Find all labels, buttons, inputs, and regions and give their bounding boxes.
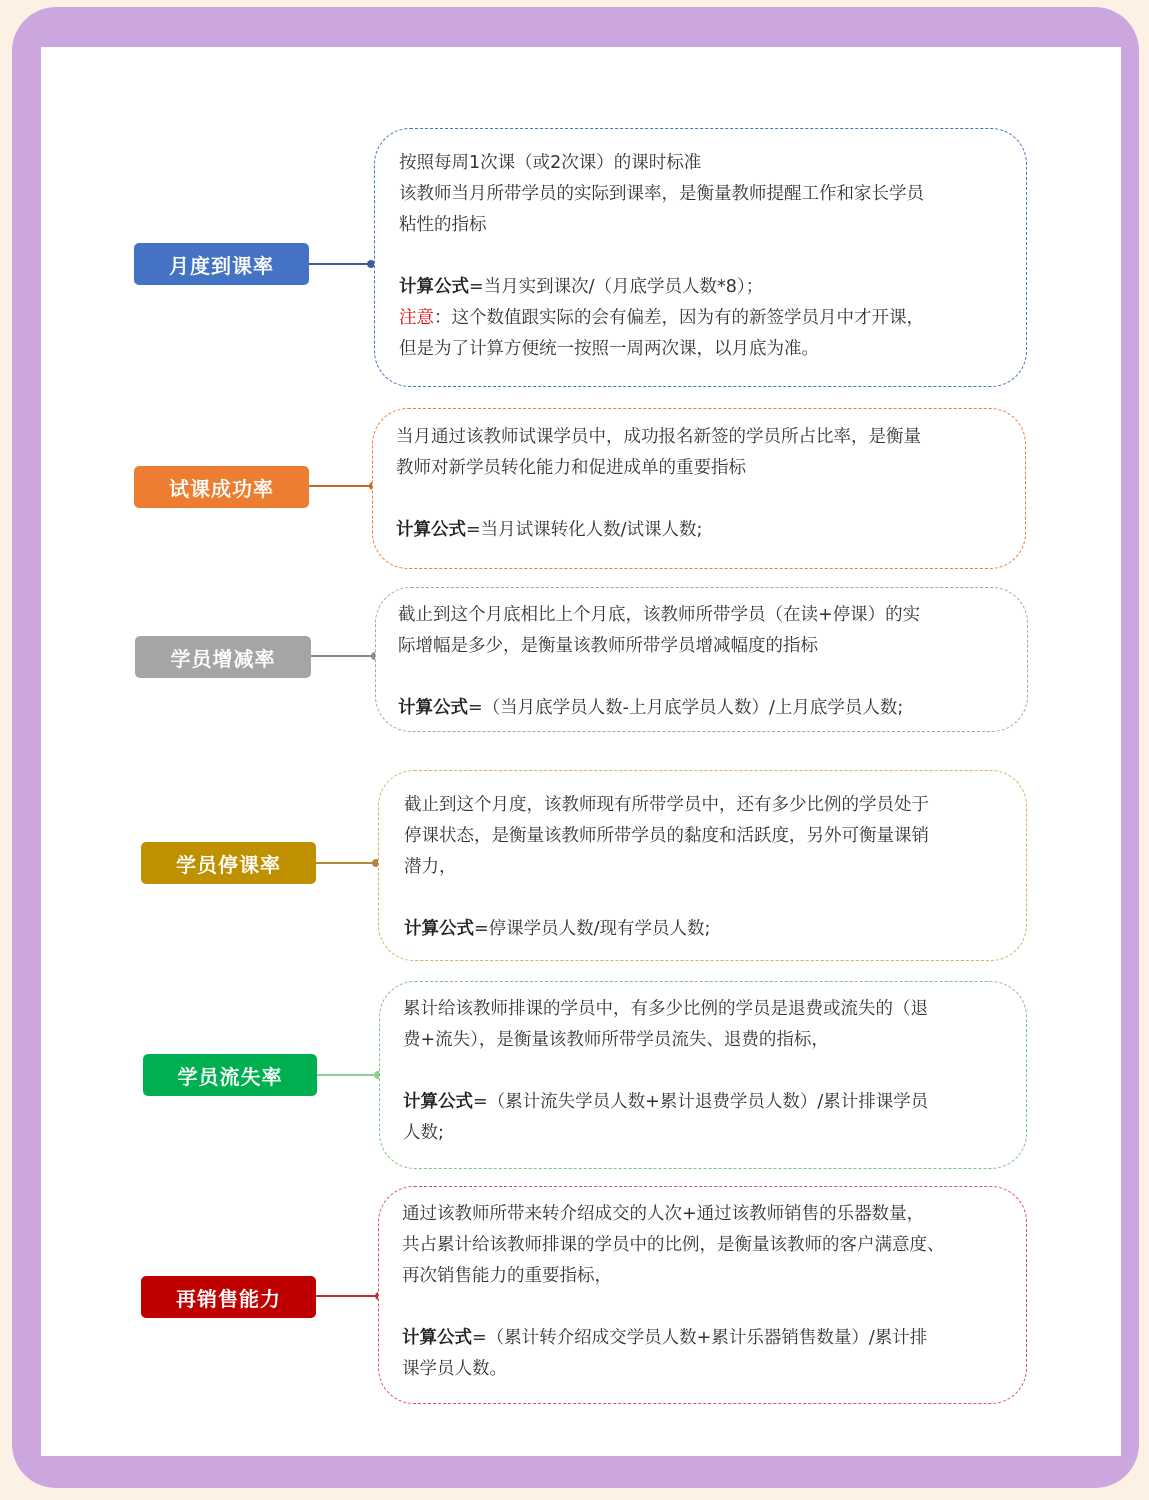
desc-line: 共占累计给该教师排课的学员中的比例，是衡量该教师的客户满意度、 <box>402 1235 945 1255</box>
formula-line <box>398 693 1008 724</box>
connector-line <box>311 655 373 657</box>
formula-text: =当月实到课次/（月底学员人数*8）； <box>469 277 764 297</box>
metric-label-resale-ability: 再销售能力 <box>141 1276 316 1318</box>
desc-line: 截止到这个月度，该教师现有所带学员中，还有多少比例的学员处于 <box>404 795 929 815</box>
metric-text-monthly-attendance <box>399 148 1009 365</box>
desc-line: 当月通过该教师试课学员中，成功报名新签的学员所占比率，是衡量 <box>396 427 921 447</box>
metric-text-resale-ability <box>402 1199 1017 1385</box>
metric-label-monthly-attendance: 月度到课率 <box>134 243 309 285</box>
metric-text-trial-success <box>396 422 1006 546</box>
note-line <box>399 303 1009 334</box>
note-text: ：这个数值跟实际的会有偏差，因为有的新签学员月中才开课， <box>434 308 924 328</box>
desc-line: 潜力， <box>404 857 457 877</box>
formula-label: 计算公式 <box>399 277 469 297</box>
metric-text-student-change <box>398 600 1008 724</box>
metric-text-suspension-rate <box>404 790 1014 945</box>
metric-label-trial-success: 试课成功率 <box>134 466 309 508</box>
connector-line <box>316 862 376 864</box>
formula-text: =（累计流失学员人数+累计退费学员人数）/累计排课学员 <box>473 1092 929 1112</box>
desc-line: 再次销售能力的重要指标， <box>402 1266 612 1286</box>
formula-label: 计算公式 <box>396 520 466 540</box>
formula-line <box>396 515 1006 546</box>
formula-line <box>402 1323 1017 1354</box>
formula-text: =当月试课转化人数/试课人数; <box>466 520 703 540</box>
metric-text-churn-rate <box>403 994 1013 1149</box>
connector-line <box>317 1074 377 1076</box>
formula-line-cont: 人数; <box>403 1123 444 1143</box>
desc-line: 截止到这个月底相比上个月底，该教师所带学员（在读+停课）的实 <box>398 605 921 625</box>
metric-label-suspension-rate: 学员停课率 <box>141 842 316 884</box>
formula-text: =（累计转介绍成交学员人数+累计乐器销售数量）/累计排 <box>472 1328 928 1348</box>
note-line-cont: 但是为了计算方便统一按照一周两次课，以月底为准。 <box>399 339 819 359</box>
note-label: 注意 <box>399 308 434 328</box>
formula-label: 计算公式 <box>404 919 474 939</box>
desc-line: 通过该教师所带来转介绍成交的人次+通过该教师销售的乐器数量， <box>402 1204 925 1224</box>
metric-label-churn-rate: 学员流失率 <box>143 1054 317 1096</box>
desc-line: 粘性的指标 <box>399 215 487 235</box>
metric-label-student-change: 学员增减率 <box>135 636 311 678</box>
connector-line <box>309 485 371 487</box>
formula-text: =停课学员人数/现有学员人数; <box>474 919 711 939</box>
desc-line: 费+流失），是衡量该教师所带学员流失、退费的指标， <box>403 1030 829 1050</box>
formula-label: 计算公式 <box>398 698 468 718</box>
formula-text: =（当月底学员人数-上月底学员人数）/上月底学员人数; <box>468 698 904 718</box>
connector-line <box>316 1295 378 1297</box>
desc-line: 际增幅是多少，是衡量该教师所带学员增减幅度的指标 <box>398 636 818 656</box>
formula-line <box>404 914 1014 945</box>
formula-line <box>403 1087 1013 1118</box>
desc-line: 该教师当月所带学员的实际到课率，是衡量教师提醒工作和家长学员 <box>399 184 924 204</box>
desc-line: 累计给该教师排课的学员中，有多少比例的学员是退费或流失的（退 <box>403 999 928 1019</box>
desc-line: 教师对新学员转化能力和促进成单的重要指标 <box>396 458 746 478</box>
desc-line: 停课状态，是衡量该教师所带学员的黏度和活跃度，另外可衡量课销 <box>404 826 929 846</box>
formula-line <box>399 272 1009 303</box>
connector-line <box>309 263 371 265</box>
formula-label: 计算公式 <box>402 1328 472 1348</box>
desc-line: 按照每周1次课（或2次课）的课时标准 <box>399 153 702 173</box>
formula-label: 计算公式 <box>403 1092 473 1112</box>
formula-line-cont: 课学员人数。 <box>402 1359 507 1379</box>
